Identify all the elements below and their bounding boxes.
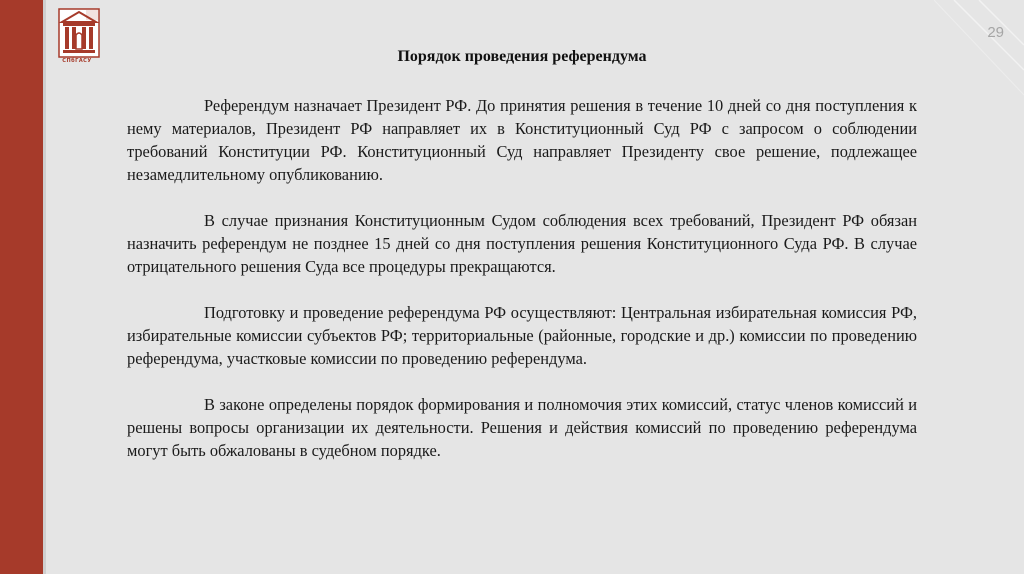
left-accent-bar bbox=[0, 0, 43, 574]
slide-body bbox=[127, 94, 917, 485]
logo-caption: СПбГАСУ bbox=[62, 58, 92, 64]
slide-title: Порядок проведения референдума bbox=[397, 48, 647, 65]
corner-decoration bbox=[934, 0, 1024, 120]
page-number: 29 bbox=[987, 24, 1004, 41]
paragraph: В законе определены порядок формирования и полномочия этих комиссий, статус членов комиссий и решены вопросы организации их деятельности. Решения и действия комиссий по проведению референдума могут быть обжалованы в судебном порядке. bbox=[127, 395, 917, 460]
paragraph: Референдум назначает Президент РФ. До принятия решения в течение 10 дней со дня поступления к нему материалов, Президент РФ направляет их в Конституционный Суд РФ с запросом о соблюдении требований Конституции РФ. Конституционный Суд направляет Президенту свое решение, подлежащее незамедлительному опубликованию. bbox=[127, 96, 917, 184]
left-accent-divider bbox=[43, 0, 46, 574]
paragraph: В случае признания Конституционным Судом соблюдения всех требований, Президент РФ обязан назначить референдум не позднее 15 дней со дня поступления решения Конституционного Суда РФ. В случае отрицательного решения Суда все процедуры прекращаются. bbox=[127, 211, 917, 276]
paragraph: Подготовку и проведение референдума РФ осуществляют: Центральная избирательная комиссия РФ, избирательные комиссии субъектов РФ; территориальные (районные, городские и др.) комиссии по проведению референдума, участковые комиссии по проведению референдума. bbox=[127, 303, 917, 368]
